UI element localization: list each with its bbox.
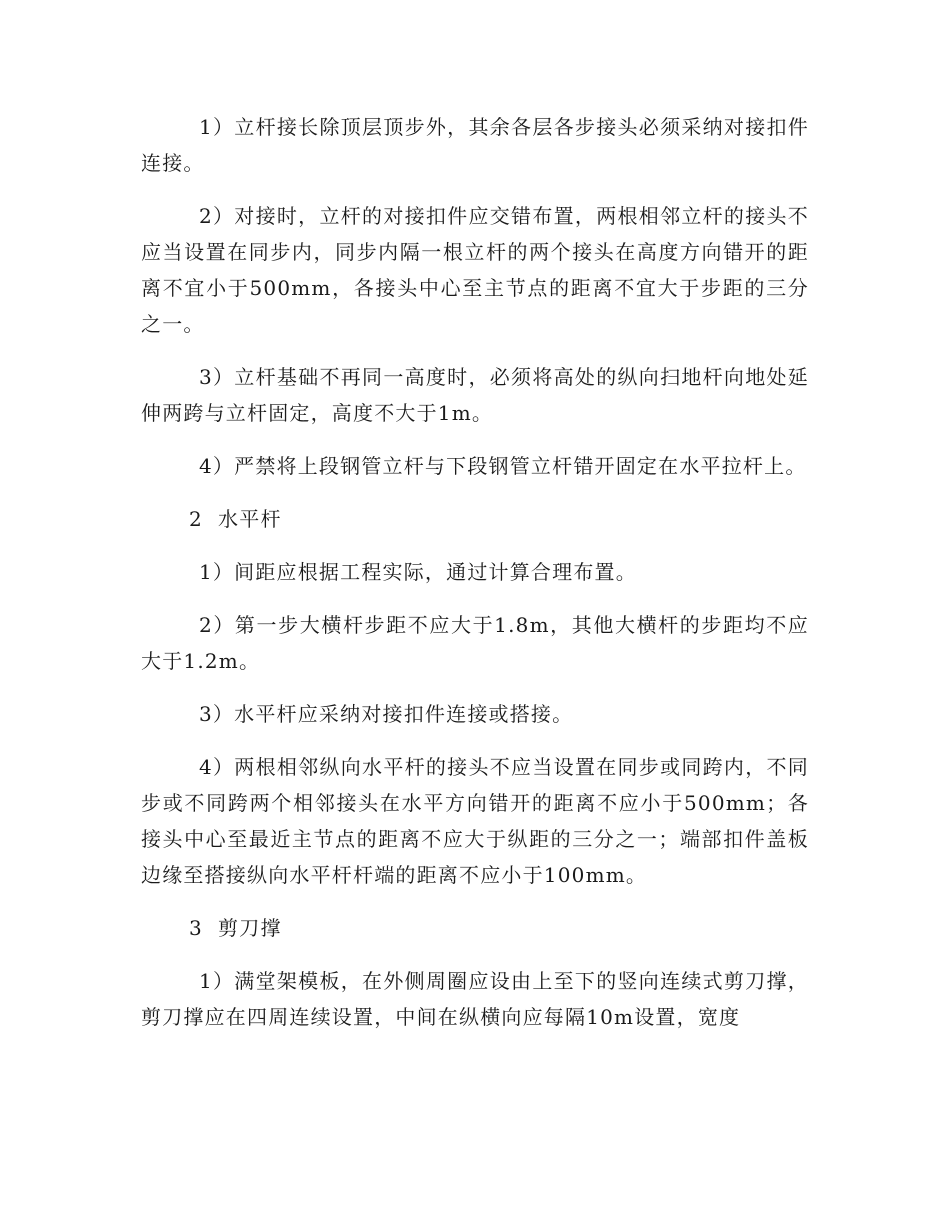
section-heading-scissor-brace: 3 剪刀撑 [189, 916, 282, 940]
paragraph-1-2: 2）对接时，立杆的对接扣件应交错布置，两根相邻立杆的接头不应当设置在同步内，同步内隔一根立杆的两个接头在高度方向错开的距离不宜小于500mm，各接头中心至主节点的距离不宜大于步距的三分之一。 [141, 204, 809, 336]
paragraph-1-3: 3）立杆基础不再同一高度时，必须将高处的纵向扫地杆向地处延伸两跨与立杆固定，高度不大于1m。 [141, 365, 809, 425]
document-body [141, 109, 809, 1052]
paragraph-2-3: 3）水平杆应采纳对接扣件连接或搭接。 [199, 702, 574, 726]
paragraph-1-1: 1）立杆接长除顶层顶步外，其余各层各步接头必须采纳对接扣件连接。 [141, 115, 809, 175]
section-heading-horizontal-bar: 2 水平杆 [189, 507, 282, 531]
paragraph-3-1: 1）满堂架模板，在外侧周圈应设由上至下的竖向连续式剪刀撑，剪刀撑应在四周连续设置，中间在纵横向应每隔10m设置，宽度 [141, 969, 809, 1029]
paragraph-2-4: 4）两根相邻纵向水平杆的接头不应当设置在同步或同跨内，不同步或不同跨两个相邻接头在水平方向错开的距离不应小于500mm；各接头中心至最近主节点的距离不应大于纵距的三分之一；端部扣件盖板边缘至搭接纵向水平杆杆端的距离不应小于100mm。 [141, 755, 809, 887]
paragraph-2-1: 1）间距应根据工程实际，通过计算合理布置。 [199, 560, 637, 584]
paragraph-2-2: 2）第一步大横杆步距不应大于1.8m，其他大横杆的步距均不应大于1.2m。 [141, 613, 809, 673]
paragraph-1-4: 4）严禁将上段钢管立杆与下段钢管立杆错开固定在水平拉杆上。 [199, 454, 807, 478]
